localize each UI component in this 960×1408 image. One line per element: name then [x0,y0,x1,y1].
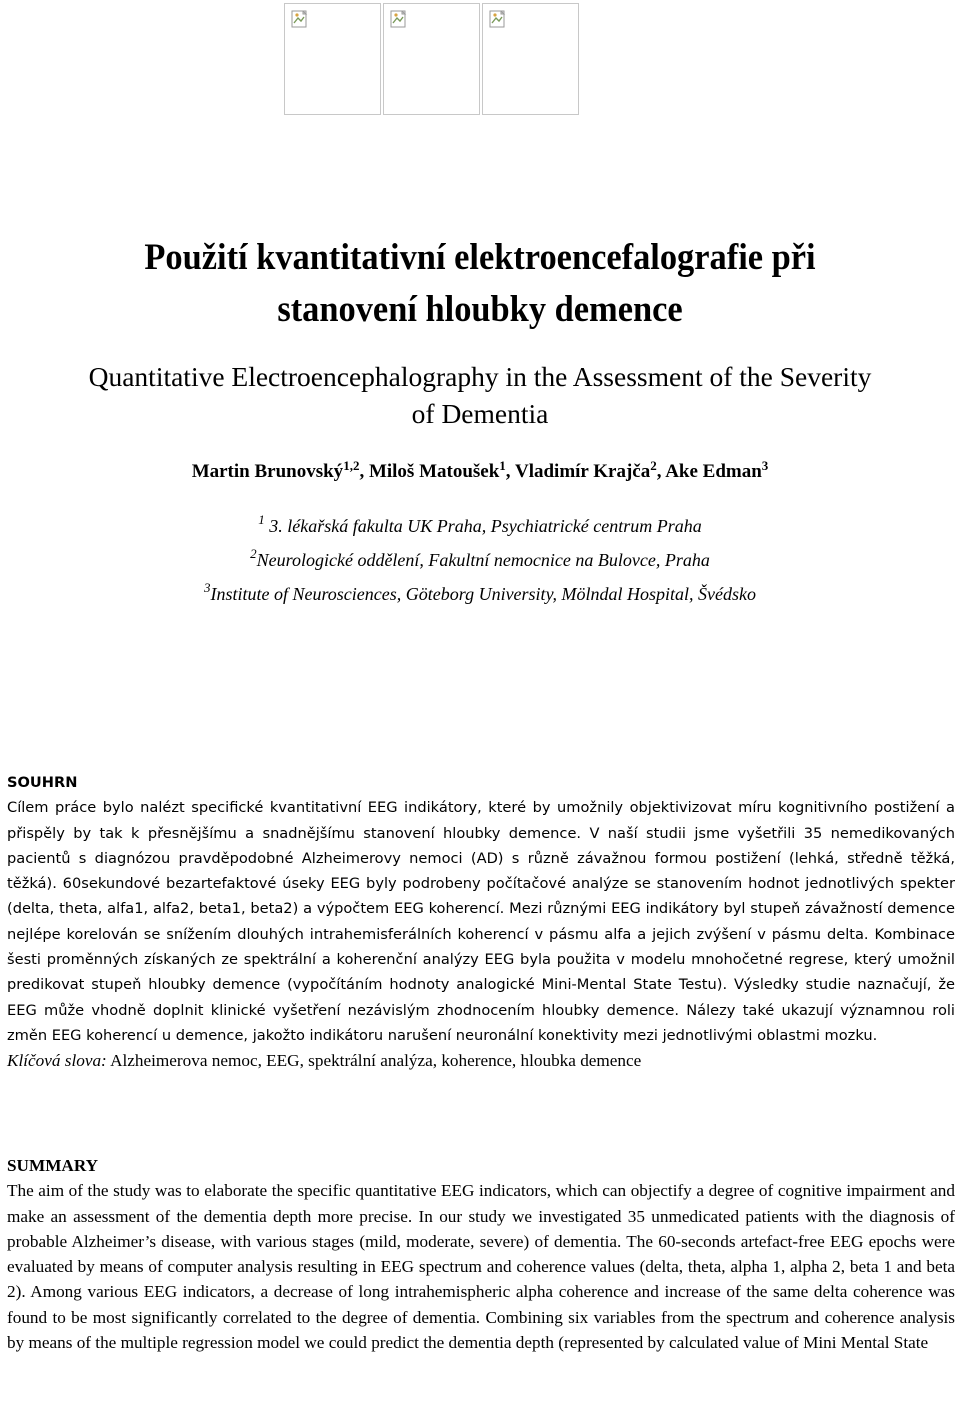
broken-image-icon [390,10,410,28]
affiliation-text: Neurologické oddělení, Fakultní nemocnice na Bulovce, Praha [256,550,710,570]
abstract-body: Cílem práce bylo nalézt specifické kvantitativní EEG indikátory, které by umožnily objektivizovat míru kognitivního postižení a přispěly by tak k přesnějšímu a snadnějšímu stanovení hloubky demence. V naší studii jsme vyšetřili 35 nemedikovaných pacientů s diagnózou pravděpodobné Alzheimerovy nemoci (AD) s různě závažnou formou postižení (lehká, středně těžká, těžká). 60sekundové bezartefaktové úseky EEG byly podrobeny počítačové analýze se stanovením hodnot jednotlivých spekter (delta, theta, alfa1, alfa2, beta1, beta2) a výpočtem EEG koherencí. Mezi různými EEG indikátory byl stupeň závažností demence nejlépe korelován se snížením dlouhých intrahemisferálních koherencí v pásmu alfa a jejich zvýšení v pásmu delta. Kombinace šesti proměnných získaných ze spektrální a koherenční analýzy EEG byla použita v modelu mnohočetné regrese, který umožnil predikovat stupeň hloubky demence (vypočítáním hodnoty analogické Mini-Mental State Testu). Výsledky studie naznačují, že EEG může vhodně doplnit klinické vyšetření nezávislým zhodnocením hloubky demence. Nálezy také ukazují významnou roli změn EEG koherencí u demence, jakožto indikátoru narušení neuronální konektivity mezi jednotlivými oblastmi mozku. [7,799,955,1044]
affiliation-text: Institute of Neurosciences, Göteborg University, Mölndal Hospital, Švédsko [210,584,757,604]
author-name: Ake Edman [665,461,762,482]
logo-row [284,3,581,115]
author-separator: , [359,461,369,482]
author-separator: , [505,461,515,482]
section-heading: SOUHRN [7,774,78,791]
paper-subtitle-line-2: of Dementia [411,398,549,429]
affiliation-mark: 2 [250,546,257,561]
logo-placeholder-3 [482,3,579,115]
paper-title [34,232,927,336]
keywords-text: Alzheimerova nemoc, EEG, spektrální analýza, koherence, hloubka demence [106,1051,642,1071]
affiliation-mark: 3 [203,580,211,595]
author-list [0,459,960,485]
abstract-body: The aim of the study was to elaborate the specific quantitative EEG indicators, which can objectify a degree of cognitive impairment and make an assessment of the dementia depth more precise. In our study we investigated 35 unmedicated patients with the diagnosis of probable Alzheimer’s disease, with various stages (mild, moderate, severe) of dementia. The 60-seconds artefact-free EEG epochs were evaluated by means of computer analysis resulting in EEG spectrum and coherence values (delta, theta, alpha 1, alpha 2, beta 1 and beta 2). Among various EEG indicators, a decrease of long intrahemispheric alpha coherence and increase of the same delta coherence was found to be most significantly correlated to the degree of dementia. Combining six variables from the spectrum and coherence analysis by means of the multiple regression model we could predict the dementia depth (represented by calculated value of Mini Mental State [7,1181,955,1353]
author-affiliation-mark: 3 [761,458,769,473]
affiliation-1 [0,509,960,543]
broken-image-icon [489,10,509,28]
paper-subtitle [0,358,960,432]
logo-placeholder-1 [284,3,381,115]
author-name: Miloš Matoušek [368,461,500,482]
keywords-label: Klíčová slova: [7,1051,107,1071]
author-affiliation-mark: 1,2 [343,458,360,473]
affiliation-mark: 1 [258,512,265,527]
keywords-line [7,1048,955,1073]
affiliation-list [0,509,960,611]
logo-placeholder-2 [383,3,480,115]
author-affiliation-mark: 2 [650,458,657,473]
author-affiliation-mark: 1 [499,458,506,473]
affiliation-2 [0,543,960,577]
affiliation-text: 3. lékařská fakulta UK Praha, Psychiatrické centrum Praha [264,516,702,536]
section-heading: SUMMARY [7,1156,99,1175]
author-separator: , [656,461,666,482]
author-name: Vladimír Krajča [514,461,651,482]
paper-title-line-2: stanovení hloubky demence [277,289,683,330]
broken-image-icon [291,10,311,28]
author-name: Martin Brunovský [191,461,344,482]
abstract-czech [7,770,955,1074]
paper-subtitle-line-1: Quantitative Electroencephalography in the Assessment of the Severity [88,361,872,392]
affiliation-3 [0,577,960,611]
paper-title-line-1: Použití kvantitativní elektroencefalografie při [144,237,816,278]
abstract-english [7,1153,955,1355]
